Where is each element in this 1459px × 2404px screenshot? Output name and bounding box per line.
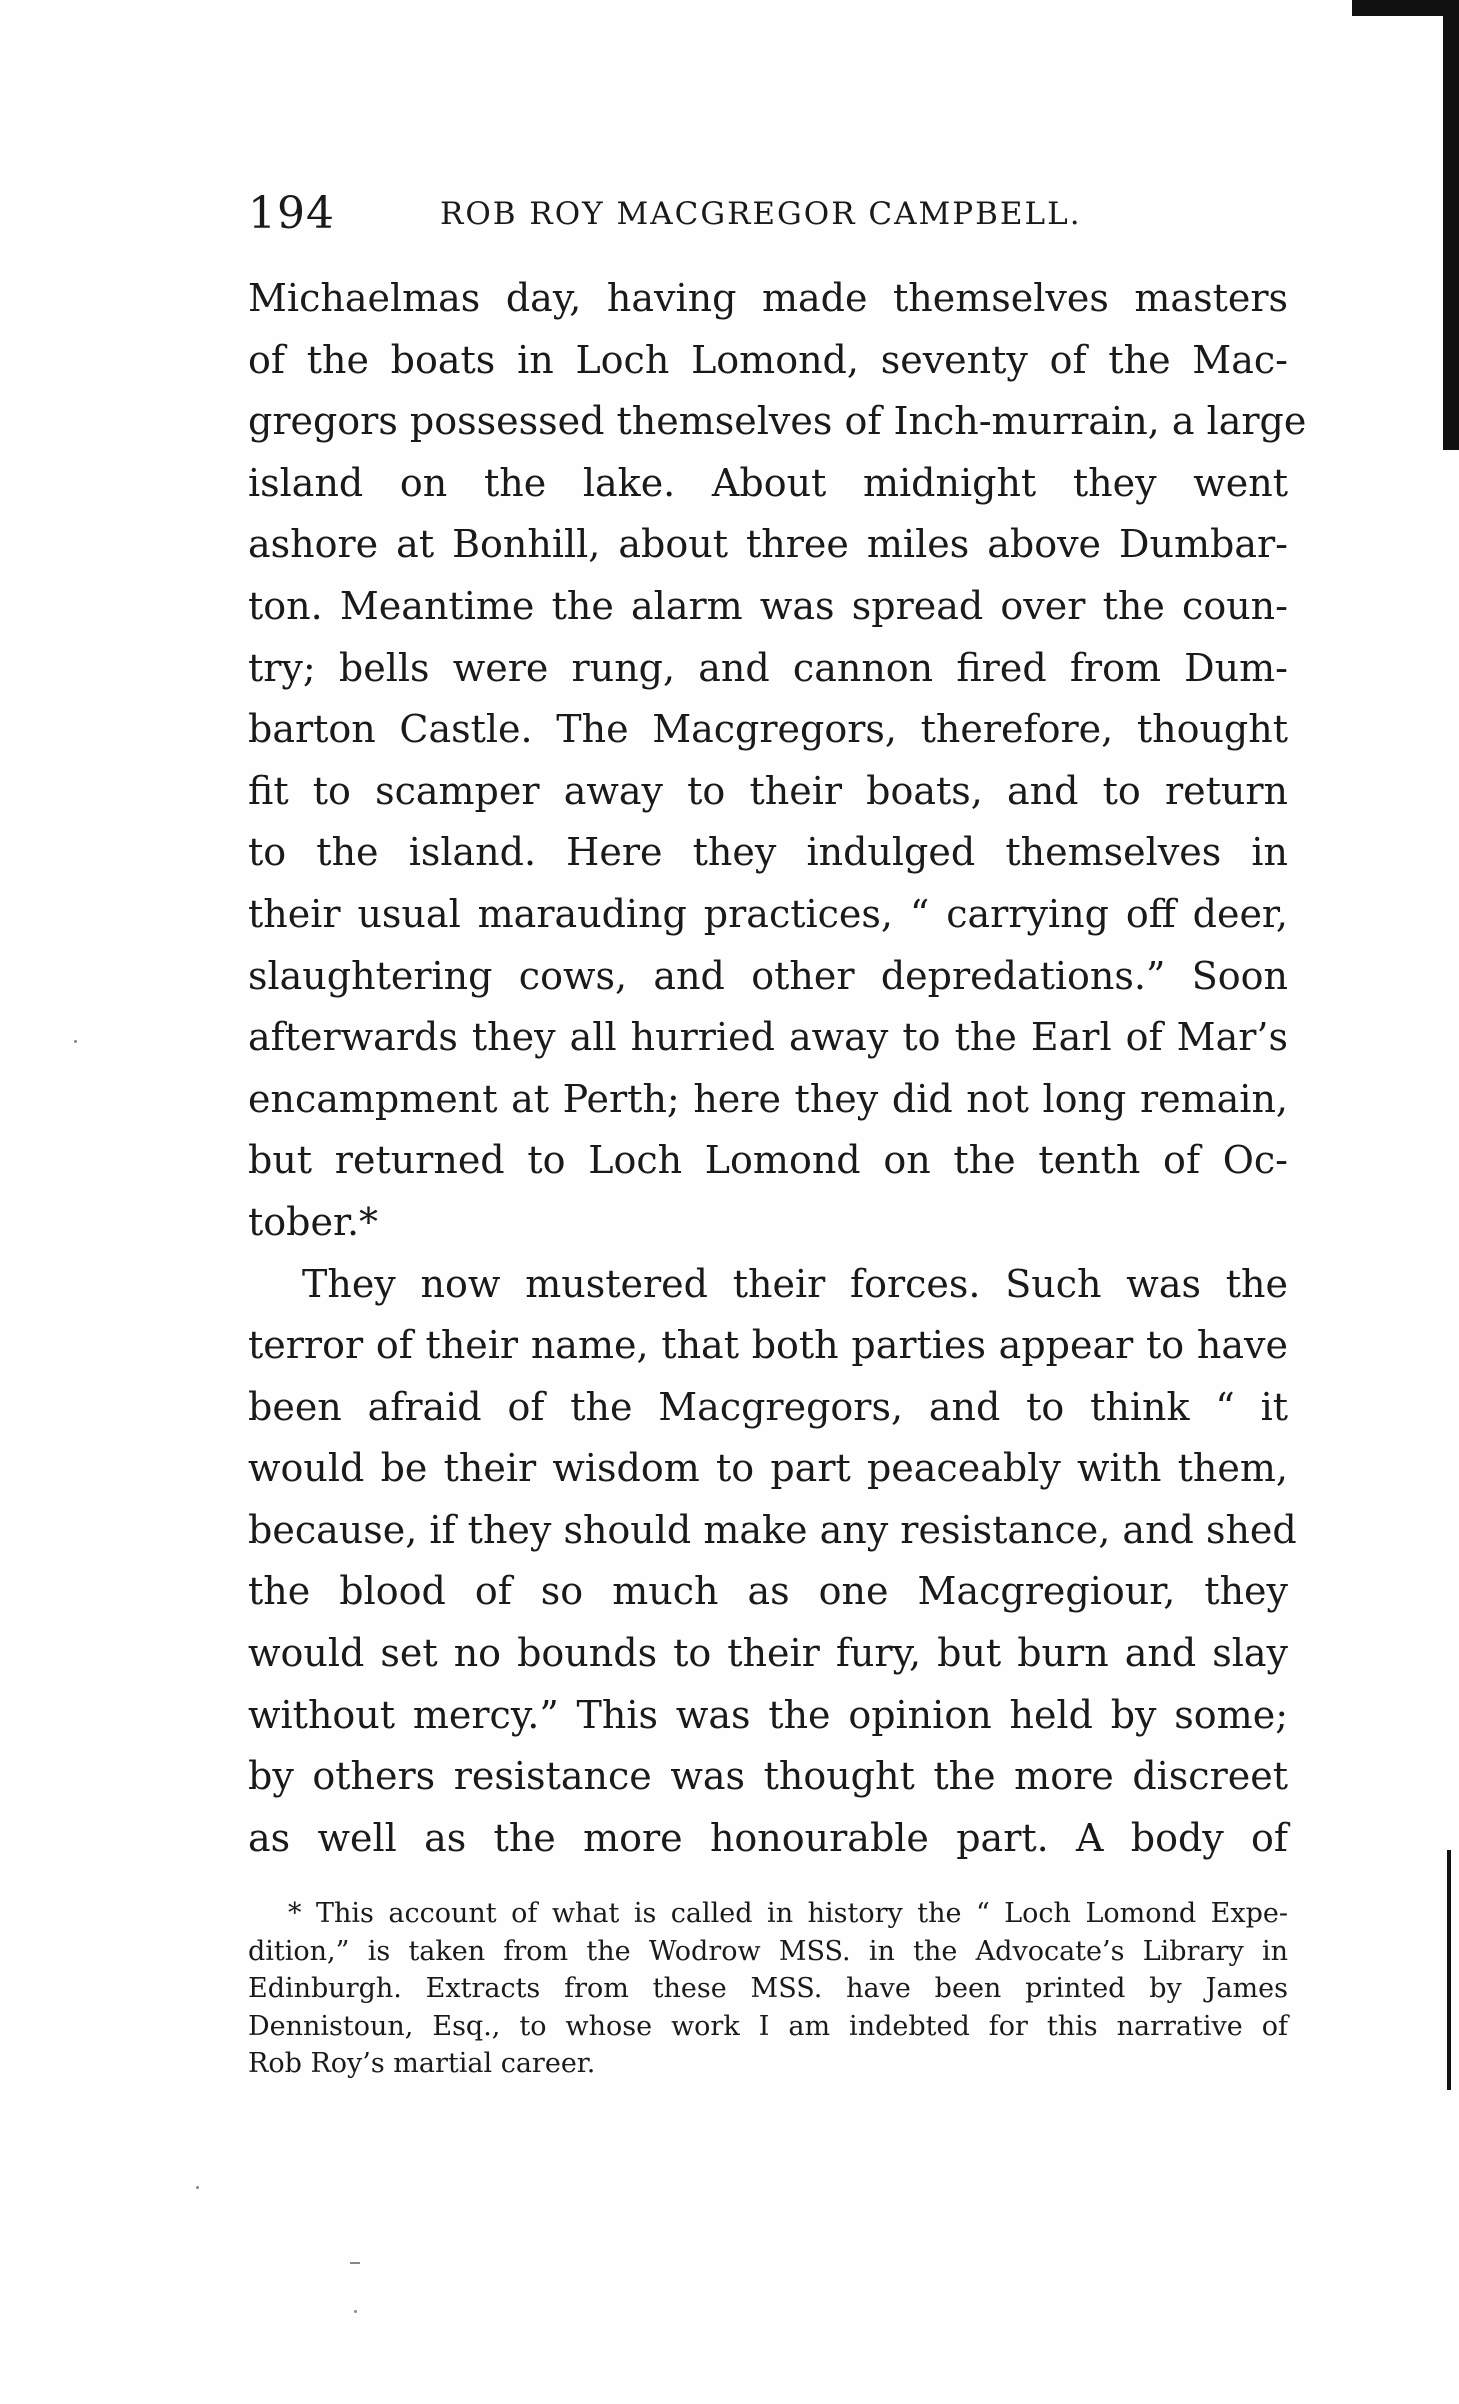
- body-line: ton. Meantime the alarm was spread over the coun-: [248, 583, 1288, 628]
- body-line: of the boats in Loch Lomond, seventy of the Mac-: [248, 337, 1288, 382]
- body-line: slaughtering cows, and other depredations.” Soon: [248, 953, 1288, 998]
- body-line: to the island. Here they indulged themselves in: [248, 830, 1288, 875]
- body-line: would be their wisdom to part peaceably with them,: [248, 1446, 1288, 1491]
- binding-shadow-lower: [1447, 1850, 1451, 2090]
- footnote-line: Dennistoun, Esq., to whose work I am indebted for this narrative of: [248, 2010, 1288, 2042]
- paragraph-start-line: They now mustered their forces. Such was the: [302, 1261, 1288, 1306]
- footnote-line: * This account of what is called in history the “ Loch Lomond Expe-: [288, 1898, 1288, 1929]
- body-line: terror of their name, that both parties appear to have: [248, 1323, 1288, 1368]
- footnote-line: Edinburgh. Extracts from these MSS. have been printed by James: [248, 1973, 1288, 2005]
- paper-speck: [350, 2262, 360, 2264]
- footnote: [248, 1895, 1288, 2083]
- footnote-line: dition,” is taken from the Wodrow MSS. in the Advocate’s Library in: [248, 1935, 1288, 1967]
- paper-speck: [354, 2310, 357, 2313]
- body-text: [248, 268, 1307, 1869]
- body-line: encampment at Perth; here they did not long remain,: [248, 1076, 1288, 1121]
- body-line: fit to scamper away to their boats, and to return: [248, 768, 1288, 813]
- running-head-title: ROB ROY MACGREGOR CAMPBELL.: [440, 196, 1082, 232]
- body-line: but returned to Loch Lomond on the tenth of Oc-: [248, 1138, 1288, 1183]
- body-line: afterwards they all hurried away to the Earl of Mar’s: [248, 1015, 1288, 1060]
- body-line: try; bells were rung, and cannon fired from Dum-: [248, 645, 1288, 690]
- body-line: barton Castle. The Macgregors, therefore, thought: [248, 707, 1288, 752]
- body-line: Michaelmas day, having made themselves masters: [248, 276, 1288, 320]
- body-line: island on the lake. About midnight they went: [248, 460, 1288, 505]
- body-line: the blood of so much as one Macgregiour, they: [248, 1569, 1288, 1614]
- running-header: [248, 188, 1288, 248]
- body-line: gregors possessed themselves of Inch-murrain, a large: [248, 399, 1307, 444]
- body-line: been afraid of the Macgregors, and to think “ it: [248, 1384, 1288, 1429]
- body-line: without mercy.” This was the opinion held by some;: [248, 1692, 1288, 1737]
- paper-speck: [74, 1040, 77, 1043]
- body-line: as well as the more honourable part. A body of: [248, 1815, 1288, 1860]
- body-line: ashore at Bonhill, about three miles above Dumbar-: [248, 522, 1288, 567]
- binding-shadow-right: [1443, 10, 1459, 450]
- paragraph-end-line: tober.*: [248, 1199, 379, 1244]
- paper-speck: [196, 2186, 199, 2189]
- page-number: 194: [248, 188, 335, 239]
- body-line: would set no bounds to their fury, but burn and slay: [248, 1631, 1288, 1676]
- body-line: because, if they should make any resistance, and shed: [248, 1507, 1297, 1552]
- footnote-line: Rob Roy’s martial career.: [248, 2048, 596, 2080]
- body-line: their usual marauding practices, “ carrying off deer,: [248, 891, 1288, 936]
- body-line: by others resistance was thought the more discreet: [248, 1754, 1288, 1799]
